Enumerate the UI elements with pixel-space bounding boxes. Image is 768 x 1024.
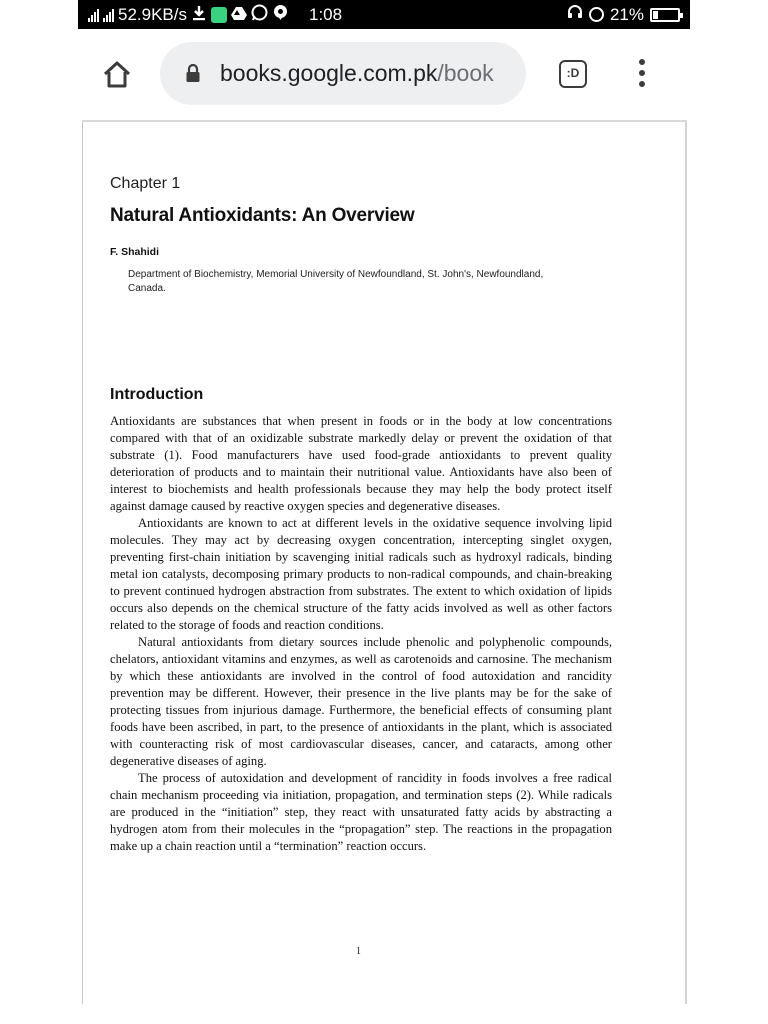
paragraph: The process of autoxidation and development of rancidity in foods involves a free radical chain mechanism proceeding via initiation, propagation, and termination steps (2). While radicals are produced in the “initiation” step, they react with unsaturated fatty acids by abstracting a hydrogen atom from their molecules in the “propagation” step. The reactions in the propagation make up a chain reaction until a “termination” reaction occurs. [110, 771, 612, 853]
phone-screen [78, 0, 690, 1024]
app-icon [211, 7, 227, 23]
more-vert-icon[interactable] [634, 59, 650, 91]
headset-icon [567, 4, 583, 25]
lock-icon [185, 64, 201, 82]
paragraph: Natural antioxidants from dietary sources include phenolic and polyphenolic compounds, chelators, antioxidant vitamins and enzymes, as well as carotenoids and carnosine. The mechanism by which these antioxidants are involved in the control of food autoxidation and rancidity prevention may be different. However, their presence in the live plants may be for the sake of protecting tissues from injurious damage. Furthermore, the beneficial effects of consuming plant foods have been ascribed, in part, to the presence of antioxidants in the plant, which is associated with counteracting risk of most cardiovascular diseases, cancer, and cataracts, among other degenerative diseases of aging. [110, 635, 612, 768]
home-button[interactable] [102, 59, 132, 89]
author-affiliation: Department of Biochemistry, Memorial University of Newfoundland, St. John's, Newfoundland, Canada. [128, 269, 544, 294]
address-bar[interactable] [160, 42, 526, 105]
chat-icon [272, 4, 289, 26]
alarm-icon [589, 7, 604, 22]
status-bar [78, 0, 690, 29]
whatsapp-icon [251, 4, 268, 26]
network-speed: 52.9KB/s [118, 5, 187, 24]
chapter-title: Natural Antioxidants: An Overview [110, 205, 415, 226]
url-host: books.google.com.pk [220, 60, 438, 86]
drive-icon [231, 5, 247, 26]
url-path: /book [437, 60, 494, 86]
home-icon [102, 59, 132, 89]
download-icon [191, 5, 207, 26]
book-page [78, 120, 690, 1004]
tabs-icon[interactable]: :D [559, 60, 587, 88]
signal-icon [103, 8, 114, 22]
paragraph: Antioxidants are substances that when present in foods or in the body at low concentrations compared with that of an oxidizable substrate markedly delay or prevent the oxidation of that substrate (1). Food manufacturers have used food-grade antioxidants to prevent quality deterioration of products and to maintain their nutritional value. Antioxidants have also been of interest to biochemists and health professionals because they may help the body protect itself against damage caused by reactive oxygen species and degenerative diseases. [110, 414, 612, 513]
signal-icon [88, 8, 99, 22]
browser-toolbar [78, 29, 690, 120]
battery-icon [650, 8, 680, 22]
chapter-label: Chapter 1 [110, 175, 181, 192]
battery-level [653, 11, 658, 19]
section-heading: Introduction [110, 386, 204, 403]
status-bar-left [88, 4, 342, 26]
clock: 1:08 [309, 5, 343, 24]
url-text [220, 60, 494, 87]
battery-percent: 21% [609, 4, 644, 24]
page-number: 1 [356, 946, 361, 957]
body-text [110, 413, 612, 855]
status-bar-right [567, 4, 680, 25]
author-name: F. Shahidi [110, 246, 160, 258]
paragraph: Antioxidants are known to act at different levels in the oxidative sequence involving lipid molecules. They may act by decreasing oxygen concentration, intercepting singlet oxygen, preventing first-chain initiation by scavenging initial radicals such as hydroxyl radicals, binding metal ion catalysts, decomposing primary products to non-radical compounds, and chain-breaking to prevent continued hydrogen abstraction from substrates. The extent to which oxidation of lipids occurs also depends on the chemical structure of the fatty acids involved as well as other factors related to the storage of foods and reaction conditions. [110, 516, 612, 632]
